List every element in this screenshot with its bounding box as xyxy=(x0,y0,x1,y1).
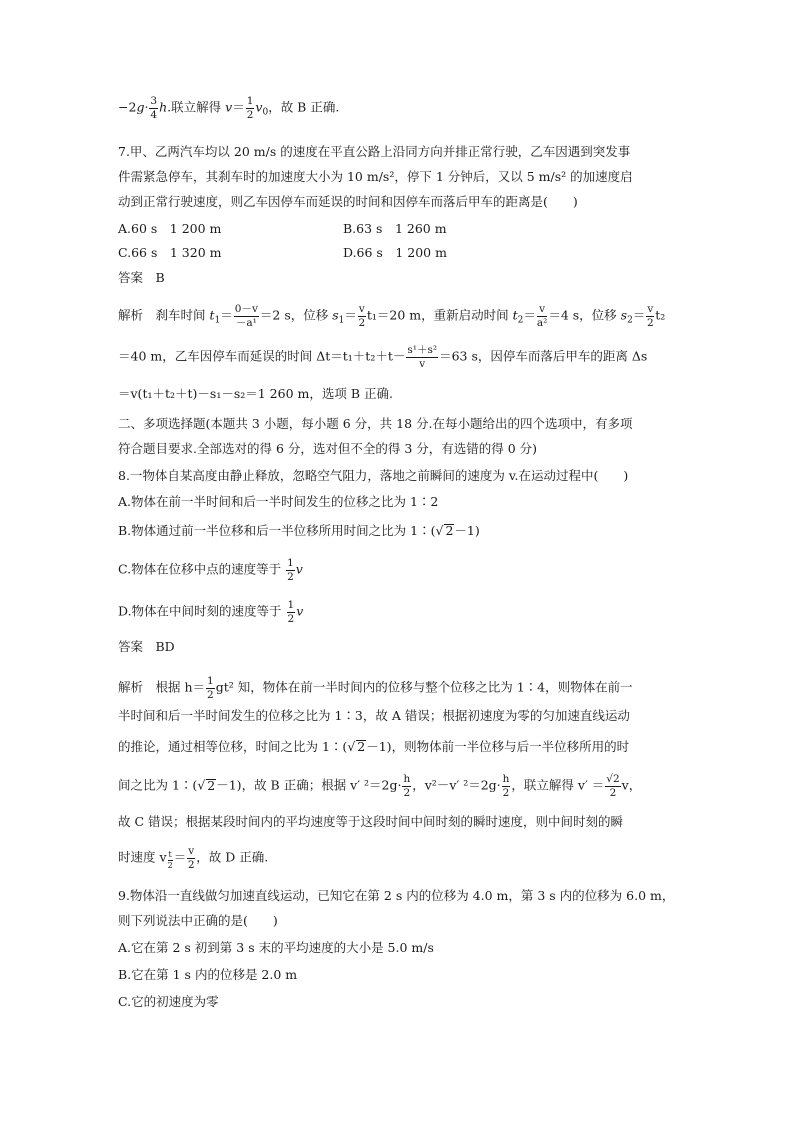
fraction xyxy=(149,96,158,120)
text: t xyxy=(209,307,215,323)
numerator: 1 xyxy=(287,557,294,569)
denominator: －a¹ xyxy=(235,316,257,329)
text: －1)，则物体前一半位移与后一半位移所用的时 xyxy=(366,739,630,754)
q8-answer: 答案 BD xyxy=(118,639,175,654)
text: v xyxy=(255,99,263,115)
numerator: √2 xyxy=(606,773,620,785)
text: v， xyxy=(621,777,642,793)
text: gt² 知，物体在前一半时间内的位移与整个位移之比为 1∶4，则物体在前一 xyxy=(215,679,633,695)
q9-option-c: C.它的初速度为零 xyxy=(118,994,219,1009)
numerator: 1 xyxy=(287,599,295,611)
numerator: v xyxy=(647,303,654,315)
text: 时速度 v xyxy=(118,849,167,865)
q7-explanation-line2 xyxy=(118,345,647,369)
text: B.物体通过前一半位移和后一半位移所用时间之比为 1∶( xyxy=(118,523,436,538)
q7-option-d: D.66 s 1 200 m xyxy=(343,245,447,260)
q8-stem: 8.一物体自某高度由静止释放，忽略空气阻力，落地之前瞬间的速度为 v.在运动过程中( ) xyxy=(118,468,629,483)
denominator: 2 xyxy=(403,786,411,799)
fraction xyxy=(605,774,620,798)
numerator: s¹＋s² xyxy=(407,344,438,356)
text: ，故 B 正确. xyxy=(268,99,340,115)
text: v xyxy=(296,603,304,619)
radicand: 2 xyxy=(207,777,216,793)
text: v xyxy=(295,561,303,577)
q7-explanation-line3: ＝v(t₁＋t₂＋t)－s₁－s₂＝1 260 m，选项 B 正确. xyxy=(118,386,393,401)
text: s xyxy=(620,307,628,323)
text: －1)，故 B 正确；根据 v′ ²＝2g· xyxy=(216,777,402,793)
q9-option-b: B.它在第 1 s 内的位移是 2.0 m xyxy=(118,967,298,982)
text: v xyxy=(225,99,233,115)
denominator: 2 xyxy=(646,316,654,329)
text: ，v²－v′ ²＝2g· xyxy=(412,777,501,793)
denominator: 2 xyxy=(287,612,295,625)
denominator: a² xyxy=(536,316,548,329)
fraction xyxy=(286,558,295,582)
denominator: 2 xyxy=(167,860,173,870)
numerator: 1 xyxy=(207,675,214,687)
q8-option-d xyxy=(118,600,303,624)
prev-solution-fragment xyxy=(118,96,339,120)
q9-stem-line1: 9.物体沿一直线做匀加速直线运动，已知它在第 2 s 内的位移为 4.0 m，第 3 s 内的位移为 6.0 m， xyxy=(118,888,675,903)
text: D.物体在中间时刻的速度等于 xyxy=(118,603,286,619)
numerator: t xyxy=(168,849,172,859)
radicand: 2 xyxy=(445,523,454,538)
text: t xyxy=(512,307,518,323)
denominator: 2 xyxy=(187,858,195,871)
text: ＝ xyxy=(523,307,536,323)
text: ＝ xyxy=(632,307,646,323)
fraction xyxy=(206,676,215,700)
numerator: 0－v xyxy=(234,303,258,315)
q7-explanation-line1 xyxy=(118,304,665,328)
q8-explanation-line4: 间之比为 1∶(√ 2－1)，故 B 正确；根据 v′ ²＝2g· $\frac{h}{2}$ ，v²－v′ ²＝2g· $\frac{h}{2}$ ，联立解得 v′ ＝ $\frac{√2}{2}$ v， xyxy=(118,773,642,799)
text: −2 xyxy=(118,99,137,115)
numerator: 1 xyxy=(246,95,254,107)
text: h xyxy=(159,99,168,115)
denominator: 2 xyxy=(358,316,366,329)
text: t₁＝20 m，重新启动时间 xyxy=(366,307,513,323)
subscript-fraction xyxy=(168,851,173,870)
text: ＝ xyxy=(232,99,245,115)
section-heading-line1: 二、多项选择题(本题共 3 小题，每小题 6 分，共 18 分.在每小题给出的四个选项中，有多项 xyxy=(118,416,633,431)
numerator: v xyxy=(358,303,365,315)
q8-explanation-line3: 的推论，通过相等位移，时间之比为 1∶(√ 2－1)，则物体前一半位移与后一半位移所用的时 xyxy=(118,739,630,754)
fraction xyxy=(537,304,547,328)
text: g· xyxy=(136,99,149,115)
text: ，联立解得 v′ ＝ xyxy=(511,777,605,793)
subscript: 1 xyxy=(214,315,221,326)
numerator: v xyxy=(188,845,195,857)
text: ＝40 m，乙车因停车而延误的时间 Δt＝t₁＋t₂＋t－ xyxy=(118,348,406,364)
denominator: 4 xyxy=(150,108,158,121)
fraction xyxy=(287,600,296,624)
text: ＝ xyxy=(173,849,187,865)
q7-option-c: C.66 s 1 320 m xyxy=(118,245,222,260)
q8-option-a: A.物体在前一半时间和后一半时间发生的位移之比为 1∶2 xyxy=(118,494,439,509)
text: s xyxy=(332,307,339,323)
denominator: 2 xyxy=(207,688,214,701)
text: 解析 刹车时间 xyxy=(118,307,210,323)
fraction xyxy=(234,304,259,328)
text: C.物体在位移中点的速度等于 xyxy=(118,561,286,577)
q7-option-b: B.63 s 1 260 m xyxy=(343,221,447,236)
subscript: 2 xyxy=(627,315,633,326)
denominator: 2 xyxy=(287,570,294,583)
subscript: 0 xyxy=(262,107,269,118)
denominator: 2 xyxy=(502,786,510,799)
text: ＝ xyxy=(344,307,357,323)
numerator: v xyxy=(537,304,547,317)
q7-stem-line2: 件需紧急停车，其刹车时的加速度大小为 10 m/s²，停下 1 分钟后，又以 5 m/s² 的加速度启 xyxy=(118,169,633,184)
denominator: 2 xyxy=(246,108,254,121)
text: －1) xyxy=(454,523,480,538)
section-heading-line2: 符合题目要求.全部选对的得 6 分，选对但不全的得 3 分，有选错的得 0 分) xyxy=(118,441,538,456)
q9-stem-line2: 则下列说法中正确的是( ) xyxy=(118,913,278,928)
numerator: 3 xyxy=(150,95,158,107)
fraction xyxy=(246,96,255,120)
q7-stem-line3: 动到正常行驶速度，则乙车因停车而延误的时间和因停车而落后甲车的距离是( ) xyxy=(118,194,578,209)
q7-answer: 答案 B xyxy=(118,270,165,285)
text: ，故 D 正确. xyxy=(196,849,269,865)
text: ＝63 s，因停车而落后甲车的距离 Δs xyxy=(439,348,648,364)
q8-explanation-line6 xyxy=(118,846,268,870)
radicand: 2 xyxy=(357,739,366,754)
fraction xyxy=(646,304,654,328)
numerator: h xyxy=(502,773,510,785)
text: ＝2 s，位移 xyxy=(259,307,333,323)
q8-explanation-line2: 半时间和后一半时间发生的位移之比为 1∶3，故 A 错误；根据初速度为零的匀加速直线运动 xyxy=(118,708,630,723)
q8-explanation-line1 xyxy=(118,676,633,700)
fraction xyxy=(402,774,411,798)
subscript: 1 xyxy=(338,315,345,326)
fraction xyxy=(406,345,438,369)
q7-option-a: A.60 s 1 200 m xyxy=(118,221,222,236)
fraction xyxy=(502,774,511,798)
text: 的推论，通过相等位移，时间之比为 1∶( xyxy=(118,739,348,754)
q7-stem-line1: 7.甲、乙两汽车均以 20 m/s 的速度在平直公路上沿同方向并排正常行驶，乙车因遇到突发事 xyxy=(118,144,631,159)
q8-option-c xyxy=(118,558,303,582)
text: ＝4 s，位移 xyxy=(548,307,621,323)
text: 间之比为 1∶( xyxy=(118,777,198,793)
q8-explanation-line5: 故 C 错误；根据某段时间内的平均速度等于这段时间中间时刻的瞬时速度，则中间时刻的瞬 xyxy=(118,814,624,829)
fraction xyxy=(358,304,366,328)
numerator: h xyxy=(403,773,411,785)
q9-option-a: A.它在第 2 s 初到第 3 s 末的平均速度的大小是 5.0 m/s xyxy=(118,940,434,955)
text: .联立解得 xyxy=(167,99,226,115)
fraction xyxy=(187,846,195,870)
denominator: v xyxy=(419,357,426,370)
text: 解析 根据 h＝ xyxy=(118,679,206,695)
text: ＝ xyxy=(220,307,233,323)
denominator: 2 xyxy=(609,786,617,799)
text: t₂ xyxy=(655,307,666,323)
q8-option-b: B.物体通过前一半位移和后一半位移所用时间之比为 1∶(√ 2－1) xyxy=(118,523,480,538)
subscript: 2 xyxy=(517,315,524,326)
